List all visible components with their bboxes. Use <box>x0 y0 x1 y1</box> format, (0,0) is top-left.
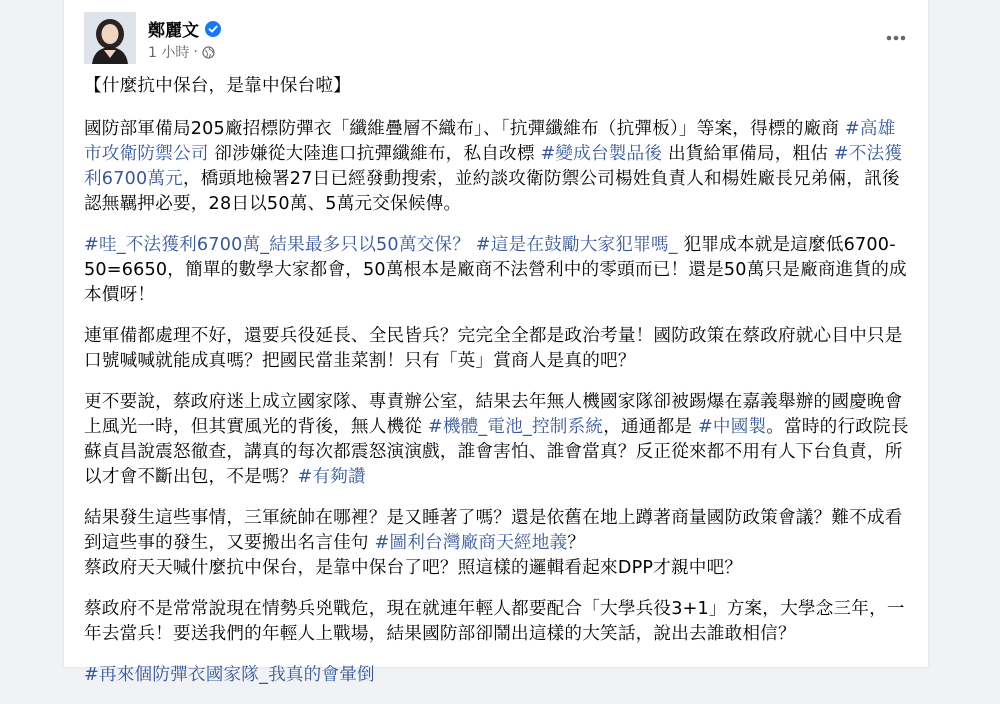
post-header <box>84 12 914 68</box>
public-globe-icon <box>202 46 215 59</box>
paragraph-2 <box>84 233 910 308</box>
post-card <box>64 0 928 685</box>
text: ？ <box>567 533 586 553</box>
text: 更不要說，蔡政府迷上成立國家隊、專責辦公室，結果去年無人機國家隊卻被踢爆在嘉義舉辦的國慶晚會上風光一時，但其實風光的背後，無人機從 <box>84 392 903 437</box>
post-time[interactable]: 1 小時 <box>148 45 190 61</box>
author-avatar[interactable] <box>84 12 136 64</box>
text: 結果發生這些事情，三軍統帥在哪裡？是又睡著了嗎？還是依舊在地上蹲著商量國防政策會議？難不成看到這些事的發生，又要搬出名言佳句 <box>84 508 903 553</box>
text: 。當時的行政院長蘇貞昌說震怒徹查，講真的每次都震怒演演戲，誰會害怕、誰會當真？反正從來都不用有人下台負責，所以才會不斷出包，不是嗎？ <box>84 417 909 487</box>
more-options-icon <box>886 35 906 41</box>
hashtag-link[interactable]: #機體_電池_控制系統 <box>427 417 604 437</box>
verified-badge-icon <box>205 21 221 37</box>
text: 蔡政府天天喊什麼抗中保台，是靠中保台了吧？照這樣的邏輯看起來DPP才親中吧？ <box>84 558 743 578</box>
post-body <box>84 74 910 704</box>
hashtag-link[interactable]: #這是在鼓勵大家犯罪嗎_ <box>475 235 678 255</box>
text: 國防部軍備局205廠招標防彈衣「纖維疊層不織布」、「抗彈纖維布（抗彈板）」等案，得標的廠商 <box>84 119 845 139</box>
paragraph-1 <box>84 117 910 217</box>
hashtag-link[interactable]: #中國製 <box>697 417 767 437</box>
text: 出貨給軍備局，粗估 <box>662 144 834 164</box>
hashtag-link[interactable]: #變成台製品後 <box>540 144 663 164</box>
post-meta <box>148 42 215 62</box>
avatar-portrait-icon <box>84 12 136 64</box>
paragraph-5 <box>84 506 910 581</box>
hashtag-link[interactable]: #有夠讚 <box>297 467 366 487</box>
text: ，橋頭地檢署27日已經發動搜索，並約談攻衛防禦公司楊姓負責人和楊姓廠長兄弟倆，訊後認無羈押必要，28日以50萬、5萬元交保候傳。 <box>84 169 900 214</box>
meta-separator: · <box>193 44 198 60</box>
more-options-button[interactable] <box>878 20 914 56</box>
paragraph-4 <box>84 390 910 490</box>
hashtag-link[interactable]: #圖利台灣廠商天經地義 <box>374 533 568 553</box>
hashtag-link[interactable]: #不法獲利6700萬元 <box>84 144 903 189</box>
hashtag-link[interactable]: #再來個防彈衣國家隊_我真的會暈倒 <box>84 665 375 685</box>
paragraph-7 <box>84 663 910 688</box>
text: ，通通都是 <box>603 417 698 437</box>
paragraph-6: 蔡政府不是常常說現在情勢兵兇戰危，現在就連年輕人都要配合「大學兵役3+1」方案，大學念三年，一年去當兵！要送我們的年輕人上戰場，結果國防部卻鬧出這樣的大笑話，說出去誰敢相信？ <box>84 599 905 644</box>
hashtag-link[interactable]: #高雄市攻衛防禦公司 <box>84 119 896 164</box>
author-row <box>148 16 221 41</box>
post-title: 【什麼抗中保台，是靠中保台啦】 <box>84 76 351 96</box>
text: 犯罪成本就是這麼低6700-50=6650，簡單的數學大家都會，50萬根本是廠商不法營利中的零頭而已！還是50萬只是廠商進貨的成本價呀！ <box>84 235 907 305</box>
paragraph-3: 連軍備都處理不好，還要兵役延長、全民皆兵？完完全全都是政治考量！國防政策在蔡政府就心目中只是口號喊喊就能成真嗎？把國民當韭菜割！只有「英」賞商人是真的吧？ <box>84 326 903 371</box>
text: 卻涉嫌從大陸進口抗彈纖維布，私自改標 <box>208 144 541 164</box>
hashtag-link[interactable]: #哇_不法獲利6700萬_結果最多只以50萬交保？ <box>84 235 470 255</box>
author-name[interactable]: 鄭麗文 <box>148 21 199 41</box>
